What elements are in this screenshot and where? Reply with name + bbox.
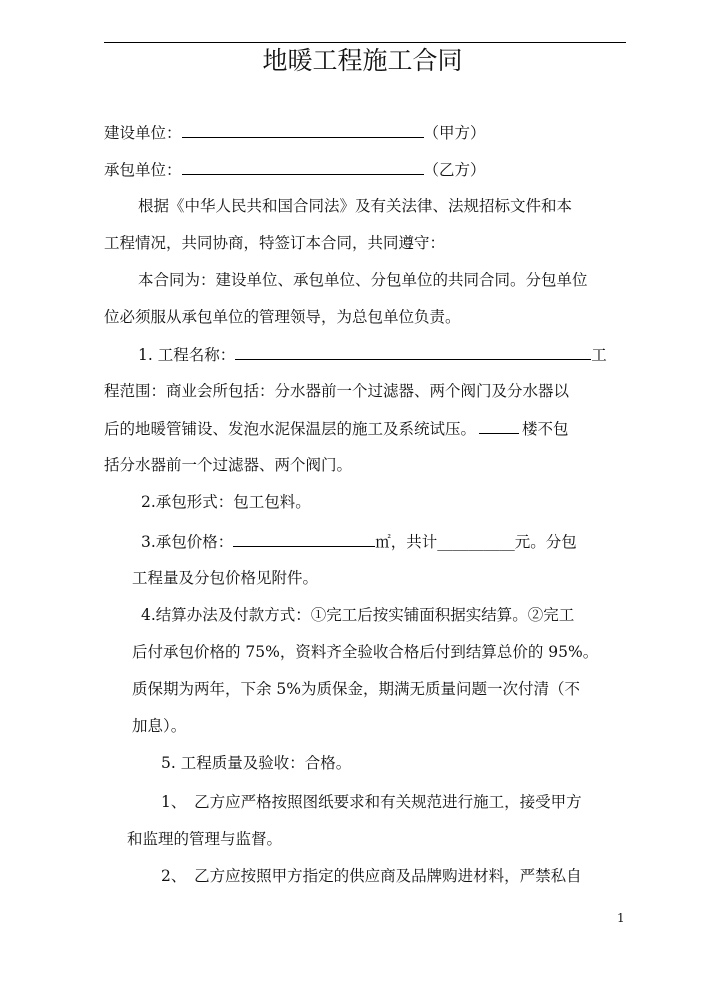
item4-line-4: 加息）。 [132,717,187,735]
item4-line-3: 质保期为两年，下余 5%为质保金，期满无质量问题一次付清（不 [132,680,581,698]
price-blank [233,530,375,547]
item1-line-3b: 楼不包 [522,420,569,438]
party-a-suffix: （甲方） [423,124,486,142]
item3-unit: ㎡，共计__________元。分包 [375,533,577,551]
sub2-line-1: 2、 乙方应按照甲方指定的供应商及品牌购进材料，严禁私自 [161,867,582,885]
party-a-blank [182,121,424,138]
item1-line-2: 程范围：商业会所包括：分水器前一个过滤器、两个阀门及分水器以 [104,382,570,400]
item1-line-4: 括分水器前一个过滤器、两个阀门。 [104,456,353,474]
item2-line: 2.承包形式：包工包料。 [141,493,311,511]
project-name-blank [235,343,591,360]
party-a-line [104,121,486,144]
item1-line-3 [104,417,569,440]
page-number: 1 [617,911,625,925]
item1-line-1 [138,343,607,366]
party-b-label: 承包单位： [104,161,182,179]
item1-label: 1. 工程名称： [138,346,236,364]
party-b-line [104,158,486,181]
document-title: 地暖工程施工合同 [262,46,463,75]
header-rule [104,42,626,43]
item5-line: 5. 工程质量及验收：合格。 [161,754,352,772]
item1-line-3a: 后的地暖管铺设、发泡水泥保温层的施工及系统试压。 [104,420,477,438]
item3-line-1 [141,530,577,553]
item3-label: 3.承包价格： [141,533,234,551]
party-b-suffix: （乙方） [423,161,486,179]
party-a-label: 建设单位： [104,124,182,142]
item4-line-1: 4.结算办法及付款方式：①完工后按实铺面积据实结算。②完工 [141,606,575,624]
scope-line-1: 本合同为：建设单位、承包单位、分包单位的共同合同。分包单位 [138,271,588,289]
party-b-blank [182,158,424,175]
item4-line-2: 后付承包价格的 75%，资料齐全验收合格后付到结算总价的 95%。 [132,643,599,661]
scope-line-2: 位必须服从承包单位的管理领导，为总包单位负责。 [104,308,461,326]
intro-line-2: 工程情况，共同协商，特签订本合同，共同遵守： [104,234,446,252]
building-blank [479,417,519,434]
sub1-line-2: 和监理的管理与监督。 [127,830,283,848]
item1-tail: 工 [591,346,607,364]
sub1-line-1: 1、 乙方应严格按照图纸要求和有关规范进行施工，接受甲方 [161,793,582,811]
intro-line-1: 根据《中华人民共和国合同法》及有关法律、法规招标文件和本 [138,197,573,215]
item3-line-2: 工程量及分包价格见附件。 [132,569,319,587]
